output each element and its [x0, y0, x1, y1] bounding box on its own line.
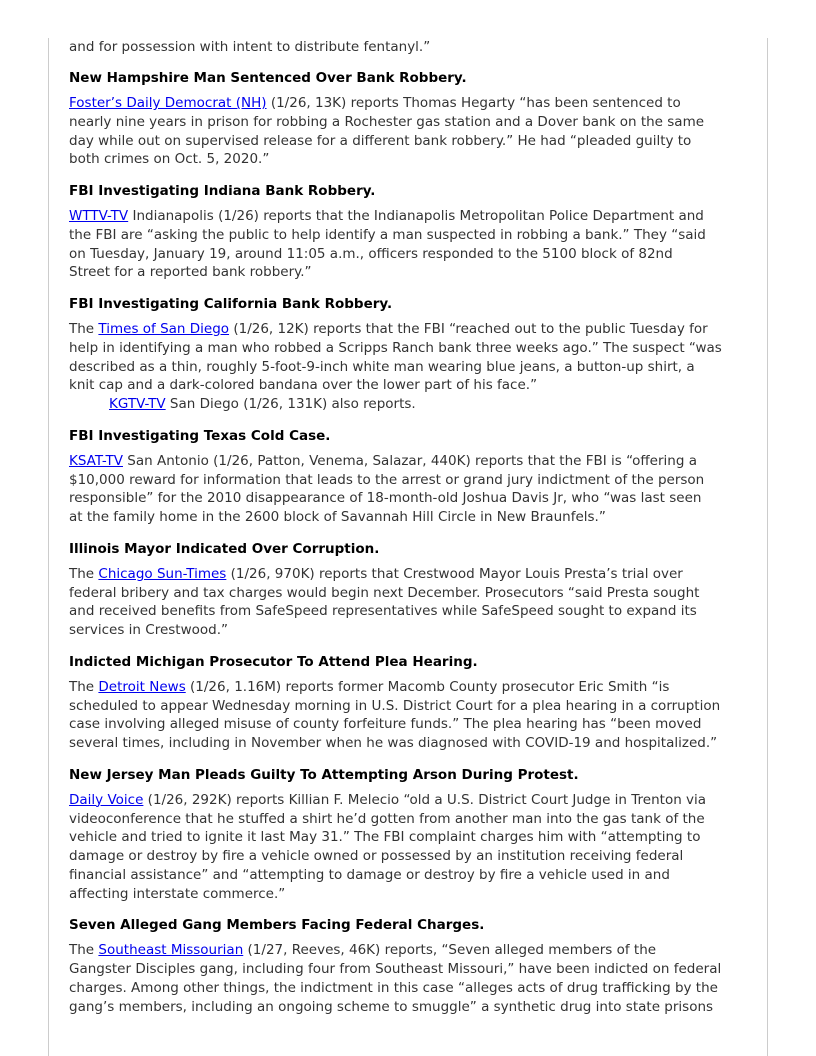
article: [69, 69, 753, 169]
document-content: [69, 38, 753, 1029]
line-text: The: [69, 321, 99, 337]
source-link[interactable]: Times of San Diego: [98, 321, 230, 337]
source-link[interactable]: Southeast Missourian: [98, 942, 244, 959]
article-body: [69, 452, 753, 527]
body-line: vehicle and tried to ignite it last May 31.” The FBI complaint charges him with “attempting to: [69, 829, 701, 846]
body-line: damage or destroy by fire a vehicle owned or possessed by an institution receiving federal: [69, 848, 684, 864]
article-headline: FBI Investigating Texas Cold Case.: [69, 427, 331, 444]
body-line: Street for a reported bank robbery.”: [69, 264, 312, 281]
line-text: (1/27, Reeves, 46K) reports, “Seven alleged members of the: [243, 942, 657, 959]
body-line: [69, 320, 753, 339]
body-line: Gangster Disciples gang, including four from Southeast Missouri,” have been indicted on federal: [69, 961, 722, 977]
body-line: responsible” for the 2010 disappearance of 18-month-old Joshua Davis Jr, who “was last seen: [69, 490, 702, 507]
source-link[interactable]: KSAT-TV: [69, 452, 123, 469]
body-line: scheduled to appear Wednesday morning in U.S. District Court for a plea hearing in a corruption: [69, 697, 721, 714]
source-link[interactable]: WTTV-TV: [69, 208, 129, 224]
body-line: the FBI are “asking the public to help identify a man suspected in robbing a bank.” They “said: [69, 226, 706, 243]
body-line: described as a thin, roughly 5-foot-9-inch white man wearing blue jeans, a button-up shirt, a: [69, 358, 695, 375]
article-headline: FBI Investigating California Bank Robbery.: [69, 296, 393, 312]
body-line: federal bribery and tax charges would begin next December. Prosecutors “said Presta sought: [69, 584, 700, 601]
line-text: (1/26, 12K) reports that the FBI “reached out to the public Tuesday for: [229, 321, 708, 337]
line-text: The: [69, 565, 99, 582]
line-text: (1/26, 13K) reports Thomas Hegarty “has been sentenced to: [266, 95, 681, 111]
body-line: [69, 791, 753, 810]
article-body: [69, 791, 753, 904]
body-line: services in Crestwood.”: [69, 622, 229, 638]
article: [69, 295, 753, 414]
article-headline: Seven Alleged Gang Members Facing Federal Charges.: [69, 917, 485, 934]
body-line: at the family home in the 2600 block of Savannah Hill Circle in New Braunfels.”: [69, 509, 606, 525]
source-link[interactable]: Foster’s Daily Democrat (NH): [69, 95, 267, 111]
body-line: on Tuesday, January 19, around 11:05 a.m., officers responded to the 5100 block of 82nd: [69, 245, 673, 262]
article-body: [69, 941, 753, 1016]
article-body: [69, 94, 753, 169]
article-body: [69, 565, 753, 640]
article-body: [69, 207, 753, 282]
body-line: case involving alleged misuse of county forfeiture funds.” The plea hearing has “been moved: [69, 716, 702, 733]
body-line: [69, 941, 753, 960]
body-line: and received benefits from SafeSpeed representatives while SafeSpeed sought to expand its: [69, 603, 697, 620]
body-line: knit cap and a dark-colored bandana over the lower part of his face.”: [69, 377, 538, 394]
line-text: (1/26, 1.16M) reports former Macomb County prosecutor Eric Smith “is: [185, 678, 670, 695]
article: [69, 427, 753, 527]
source-link[interactable]: Detroit News: [98, 678, 186, 695]
article-headline: New Jersey Man Pleads Guilty To Attempting Arson During Protest.: [69, 766, 579, 783]
body-line: financial assistance” and “attempting to damage or destroy by fire a vehicle used in and: [69, 866, 670, 883]
article-headline: New Hampshire Man Sentenced Over Bank Robbery.: [69, 70, 467, 86]
body-line: [69, 207, 753, 226]
body-line: charges. Among other things, the indictment in this case “alleges acts of drug trafficking by the: [69, 979, 718, 996]
body-line: [69, 94, 753, 113]
article: [69, 916, 753, 1016]
body-line: day while out on supervised release for a different bank robbery.” He had “pleaded guilty to: [69, 132, 692, 149]
line-text: The: [69, 678, 99, 695]
article: [69, 540, 753, 640]
article: [69, 653, 753, 753]
body-line: several times, including in November when he was diagnosed with COVID-19 and hospitalized.”: [69, 735, 718, 751]
article-headline: FBI Investigating Indiana Bank Robbery.: [69, 183, 376, 199]
line-text: (1/26, 970K) reports that Crestwood Mayor Louis Presta’s trial over: [226, 565, 683, 582]
article-body: [69, 320, 753, 414]
body-line: [69, 565, 753, 584]
body-line: videoconference that he stuffed a shirt he’d gotten from another man into the gas tank of the: [69, 810, 705, 827]
document-page: [48, 38, 768, 1056]
article-headline: Illinois Mayor Indicated Over Corruption.: [69, 540, 380, 557]
line-text: San Diego (1/26, 131K) also reports.: [165, 396, 416, 412]
body-line: $10,000 reward for information that leads to the arrest or grand jury indictment of the person: [69, 471, 705, 488]
article-list: [69, 69, 753, 1016]
body-line: both crimes on Oct. 5, 2020.”: [69, 151, 270, 168]
line-text: San Antonio (1/26, Patton, Venema, Salazar, 440K) reports that the FBI is “offering a: [122, 452, 697, 469]
line-text: (1/26, 292K) reports Killian F. Melecio “old a U.S. District Court Judge in Trenton via: [143, 791, 707, 808]
intro-fragment: and for possession with intent to distribute fentanyl.”: [69, 39, 431, 55]
body-line: affecting interstate commerce.”: [69, 885, 286, 902]
source-link[interactable]: KGTV-TV: [109, 396, 166, 412]
article-body: [69, 678, 753, 753]
line-text: The: [69, 942, 99, 959]
body-line: [69, 395, 753, 414]
line-text: Indianapolis (1/26) reports that the Indianapolis Metropolitan Police Department and: [128, 208, 704, 224]
article-headline: Indicted Michigan Prosecutor To Attend Plea Hearing.: [69, 653, 478, 670]
body-line: [69, 678, 753, 697]
body-line: gang’s members, including an ongoing scheme to smuggle” a synthetic drug into state prisons: [69, 998, 714, 1015]
body-line: [69, 452, 753, 471]
article: [69, 182, 753, 282]
body-line: help in identifying a man who robbed a Scripps Ranch bank three weeks ago.” The suspect “was: [69, 339, 722, 356]
source-link[interactable]: Daily Voice: [69, 791, 144, 808]
source-link[interactable]: Chicago Sun-Times: [98, 565, 227, 582]
body-line: nearly nine years in prison for robbing a Rochester gas station and a Dover bank on the same: [69, 113, 705, 130]
article: [69, 766, 753, 904]
